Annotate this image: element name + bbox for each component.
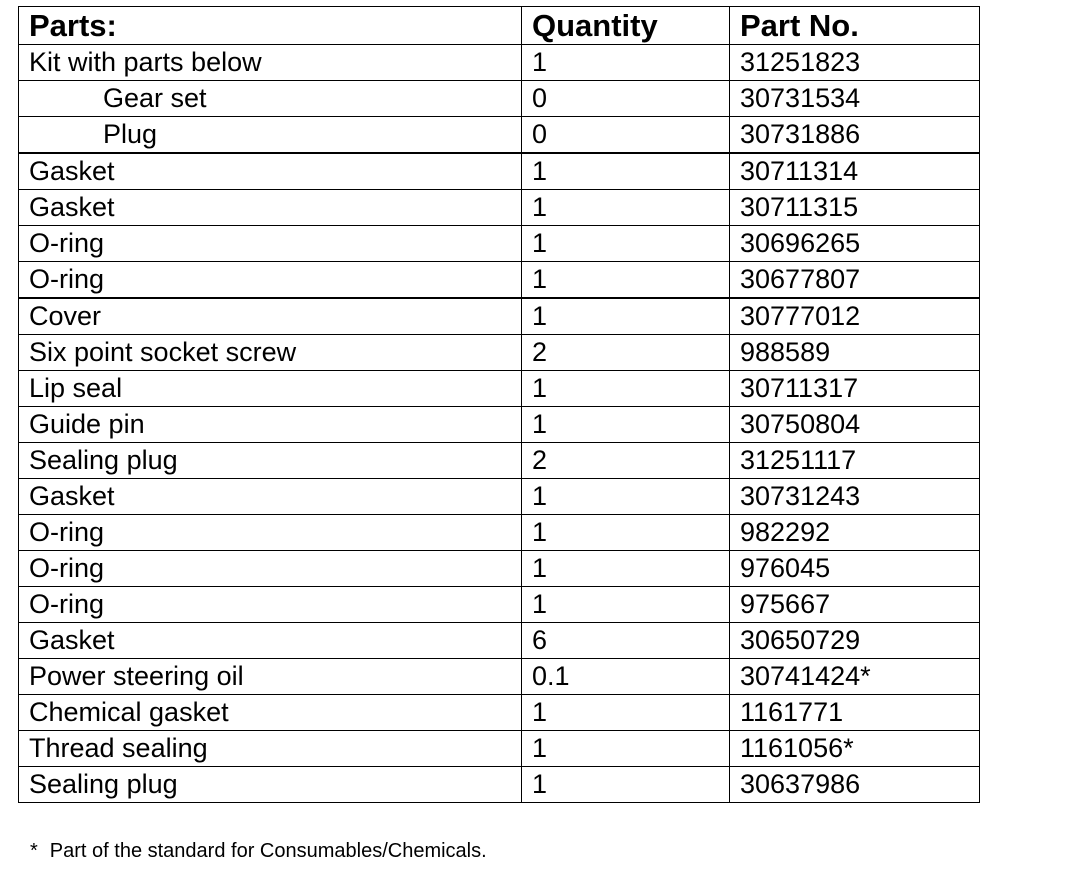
part-name-cell: Power steering oil xyxy=(19,659,522,695)
header-part-no: Part No. xyxy=(730,7,980,45)
quantity-cell: 1 xyxy=(522,45,730,81)
table-row xyxy=(19,226,980,262)
table-row xyxy=(19,479,980,515)
part-name-cell: Cover xyxy=(19,298,522,335)
part-name-cell: Gasket xyxy=(19,153,522,190)
table-row xyxy=(19,767,980,803)
part-number-cell: 982292 xyxy=(730,515,980,551)
quantity-cell: 0 xyxy=(522,117,730,154)
quantity-cell: 0.1 xyxy=(522,659,730,695)
part-name-cell: O-ring xyxy=(19,262,522,299)
quantity-cell: 1 xyxy=(522,190,730,226)
part-number-cell: 1161771 xyxy=(730,695,980,731)
quantity-cell: 1 xyxy=(522,587,730,623)
part-name-cell: Guide pin xyxy=(19,407,522,443)
table-row xyxy=(19,81,980,117)
quantity-cell: 1 xyxy=(522,695,730,731)
table-row xyxy=(19,515,980,551)
quantity-cell: 2 xyxy=(522,335,730,371)
part-name-cell: Thread sealing xyxy=(19,731,522,767)
quantity-cell: 1 xyxy=(522,226,730,262)
part-name-cell: Gear set xyxy=(19,81,522,117)
table-row xyxy=(19,587,980,623)
part-number-cell: 30711314 xyxy=(730,153,980,190)
table-row xyxy=(19,623,980,659)
table-row xyxy=(19,190,980,226)
table-row xyxy=(19,298,980,335)
part-number-cell: 30711315 xyxy=(730,190,980,226)
part-number-cell: 975667 xyxy=(730,587,980,623)
part-number-cell: 30731243 xyxy=(730,479,980,515)
part-name-cell: Lip seal xyxy=(19,371,522,407)
part-number-cell: 30750804 xyxy=(730,407,980,443)
quantity-cell: 1 xyxy=(522,153,730,190)
quantity-cell: 1 xyxy=(522,551,730,587)
footnote-text: Part of the standard for Consumables/Chemicals. xyxy=(49,840,487,862)
parts-table xyxy=(18,6,980,803)
quantity-cell: 2 xyxy=(522,443,730,479)
part-number-cell: 30696265 xyxy=(730,226,980,262)
table-row xyxy=(19,45,980,81)
quantity-cell: 1 xyxy=(522,407,730,443)
quantity-cell: 1 xyxy=(522,515,730,551)
part-number-cell: 976045 xyxy=(730,551,980,587)
part-name-cell: Kit with parts below xyxy=(19,45,522,81)
part-name-cell: O-ring xyxy=(19,587,522,623)
table-row xyxy=(19,153,980,190)
part-name-cell: Sealing plug xyxy=(19,767,522,803)
part-name-cell: Chemical gasket xyxy=(19,695,522,731)
table-row xyxy=(19,731,980,767)
table-row xyxy=(19,695,980,731)
part-number-cell: 31251823 xyxy=(730,45,980,81)
part-name-cell: Six point socket screw xyxy=(19,335,522,371)
quantity-cell: 0 xyxy=(522,81,730,117)
quantity-cell: 1 xyxy=(522,298,730,335)
part-number-cell: 30741424* xyxy=(730,659,980,695)
header-parts: Parts: xyxy=(19,7,522,45)
quantity-cell: 1 xyxy=(522,479,730,515)
quantity-cell: 1 xyxy=(522,731,730,767)
part-number-cell: 30731534 xyxy=(730,81,980,117)
quantity-cell: 1 xyxy=(522,371,730,407)
table-row xyxy=(19,371,980,407)
table-row xyxy=(19,551,980,587)
footnote xyxy=(30,840,487,863)
part-name-cell: O-ring xyxy=(19,551,522,587)
part-number-cell: 30711317 xyxy=(730,371,980,407)
part-number-cell: 30677807 xyxy=(730,262,980,299)
part-name-cell: Gasket xyxy=(19,190,522,226)
quantity-cell: 1 xyxy=(522,262,730,299)
part-name-cell: O-ring xyxy=(19,226,522,262)
table-row xyxy=(19,117,980,154)
header-quantity: Quantity xyxy=(522,7,730,45)
part-name-cell: Gasket xyxy=(19,479,522,515)
part-number-cell: 31251117 xyxy=(730,443,980,479)
part-name-cell: Sealing plug xyxy=(19,443,522,479)
table-header xyxy=(19,7,980,45)
quantity-cell: 6 xyxy=(522,623,730,659)
table-row xyxy=(19,443,980,479)
part-name-cell: Gasket xyxy=(19,623,522,659)
part-number-cell: 30637986 xyxy=(730,767,980,803)
quantity-cell: 1 xyxy=(522,767,730,803)
table-row xyxy=(19,262,980,299)
table-body xyxy=(19,45,980,803)
table-row xyxy=(19,659,980,695)
table-row xyxy=(19,335,980,371)
part-name-cell: O-ring xyxy=(19,515,522,551)
footnote-mark: * xyxy=(30,840,38,862)
part-number-cell: 988589 xyxy=(730,335,980,371)
table-row xyxy=(19,407,980,443)
part-number-cell: 30777012 xyxy=(730,298,980,335)
part-number-cell: 30650729 xyxy=(730,623,980,659)
part-name-cell: Plug xyxy=(19,117,522,154)
part-number-cell: 1161056* xyxy=(730,731,980,767)
header-row xyxy=(19,7,980,45)
part-number-cell: 30731886 xyxy=(730,117,980,154)
